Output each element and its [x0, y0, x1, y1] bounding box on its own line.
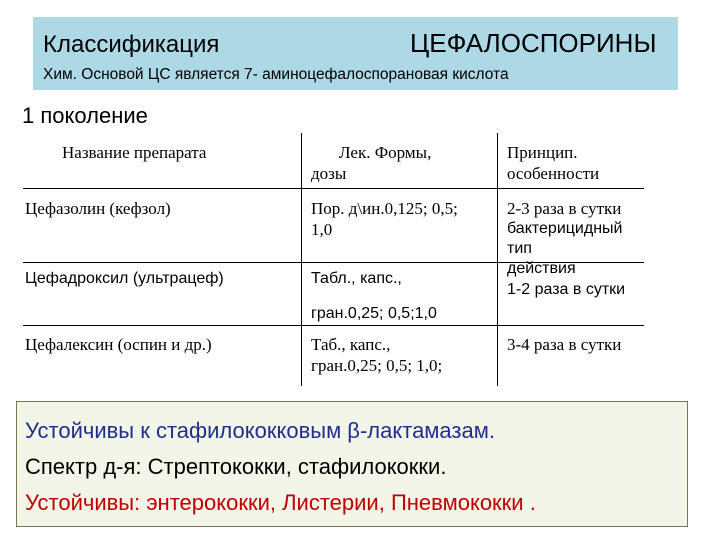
header-subtitle: Хим. Основой ЦС является 7- аминоцефалоспорановая кислота [43, 66, 509, 83]
header-classification: Классификация [43, 31, 220, 58]
info-line-resistant-to: Устойчивы: энтерококки, Листерии, Пневмококки . [25, 490, 536, 515]
table-row [25, 198, 171, 219]
table-row-forms: Таб., капс., гран.0,25; 0,5; 1,0; [311, 335, 443, 375]
table-row-features: 3-4 раза в сутки [507, 335, 622, 354]
table-row-features: 2-3 раза в сутки бактерицидный тип действия [507, 199, 623, 277]
info-line-resistance: Устойчивы к стафилококковым β-лактамазам. [25, 418, 495, 443]
drug-table [23, 133, 644, 386]
table-row [25, 268, 224, 289]
table-header-forms: Лек. Формы, дозы [311, 143, 432, 183]
info-line-spectrum: Спектр д-я: Стрептококки, стафилококки. [25, 454, 447, 479]
info-box [16, 401, 688, 527]
table-row-divider [23, 188, 644, 189]
table-row-forms: Пор. д\ин.0,125; 0,5; 1,0 [311, 199, 458, 239]
drug-name: Цефалексин (оспин и др.) [25, 335, 212, 354]
header-box [33, 17, 678, 90]
table-row [25, 334, 212, 355]
table-row-divider [23, 325, 644, 326]
table-row-forms: Табл., капс., гран.0,25; 0,5;1,0 [311, 270, 437, 322]
drug-name: Цефадроксил (ультрацеф) [25, 270, 224, 287]
table-column-divider [301, 133, 302, 386]
header-title: ЦЕФАЛОСПОРИНЫ [410, 28, 657, 58]
table-header-features: Принцип. особенности [507, 143, 600, 183]
generation-title: 1 поколение [22, 103, 148, 128]
table-row-features: 1-2 раза в сутки [507, 281, 626, 298]
table-column-divider [497, 133, 498, 386]
table-header-name: Название препарата [62, 143, 207, 162]
drug-name: Цефазолин (кефзол) [25, 199, 171, 218]
